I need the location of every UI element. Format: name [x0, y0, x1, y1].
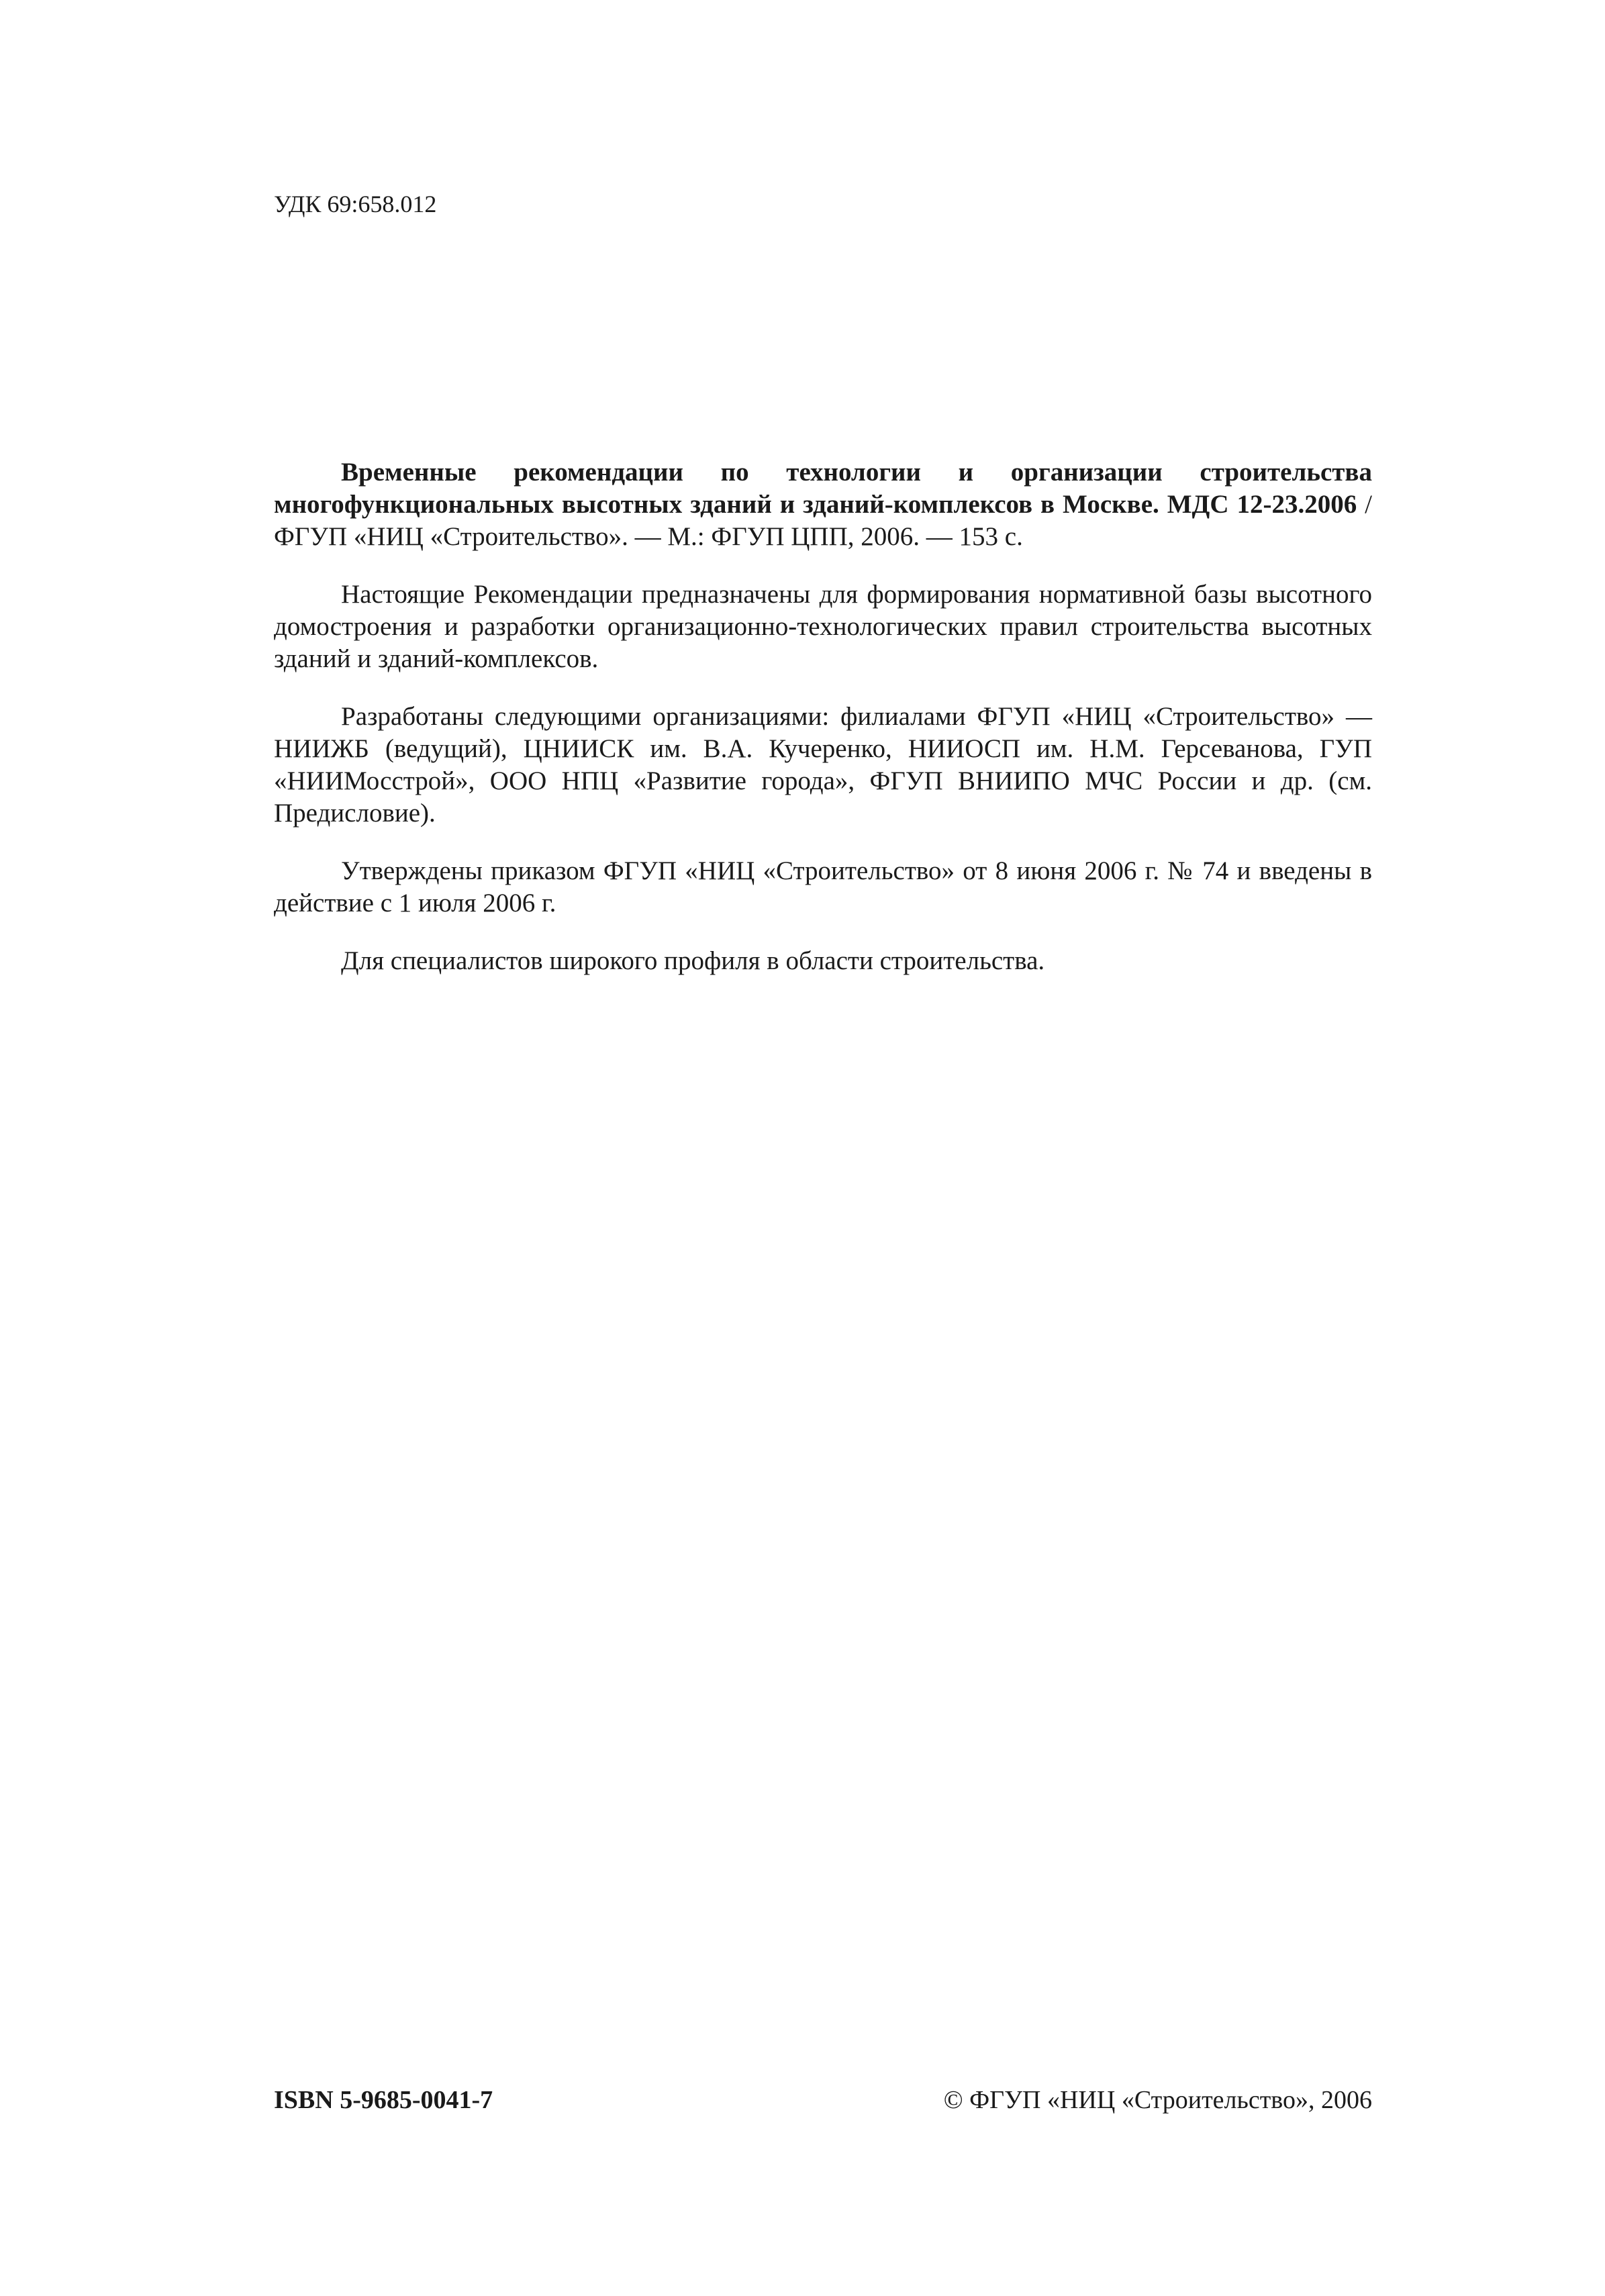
copyright-notice: © ФГУП «НИЦ «Строительство», 2006 — [943, 2086, 1372, 2114]
citation-rest: / ФГУП «НИЦ «Строительство». — М.: ФГУП ЦПП, 2006. — 153 с. — [274, 490, 1372, 551]
annotation-block — [274, 456, 1372, 1003]
purpose-paragraph: Настоящие Рекомендации предназначены для формирования нормативной базы высотного домостроения и разработки организационно-технологических правил строительства высотных зданий и зданий-комплексов. — [274, 580, 1372, 673]
udk-code: УДК 69:658.012 — [274, 191, 437, 217]
isbn-number: ISBN 5-9685-0041-7 — [274, 2086, 493, 2114]
approval-paragraph: Утверждены приказом ФГУП «НИЦ «Строительство» от 8 июня 2006 г. № 74 и введены в действие с 1 июля 2006 г. — [274, 856, 1372, 917]
audience-paragraph: Для специалистов широкого профиля в области строительства. — [341, 946, 1045, 975]
citation-paragraph — [274, 456, 1372, 553]
developers-paragraph: Разработаны следующими организациями: филиалами ФГУП «НИЦ «Строительство» — НИИЖБ (ведущий), ЦНИИСК им. В.А. Кучеренко, НИИОСП им. Н.М. Герсеванова, ГУП «НИИМосстрой», ООО НПЦ «Развитие города», ФГУП ВНИИПО МЧС России и др. (см. Предисловие). — [274, 702, 1372, 828]
citation-title: Временные рекомендации по технологии и организации строительства многофункциональных высотных зданий и зданий-комплексов в Москве. МДС 12-23.2006 — [274, 458, 1372, 519]
